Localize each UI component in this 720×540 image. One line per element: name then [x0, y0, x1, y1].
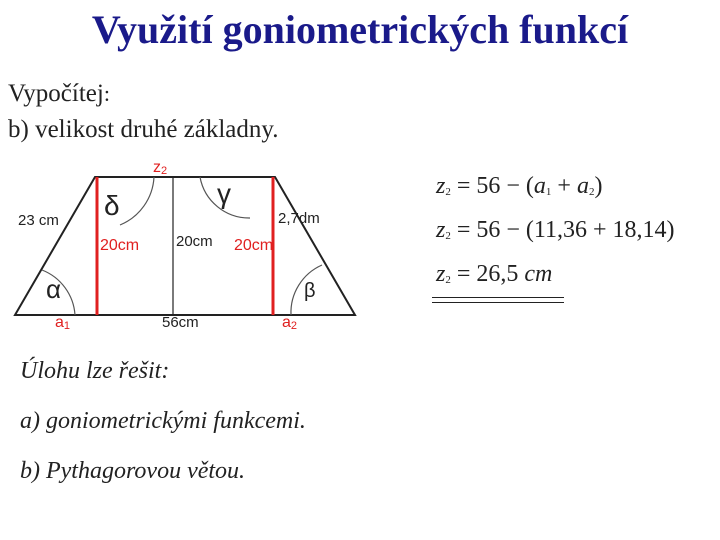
formula-line-3: $z_2 = 26,5$ cm	[436, 261, 553, 287]
label-beta: β	[304, 280, 316, 302]
page-title: Využití goniometrických funkcí	[91, 7, 629, 52]
label-20cm-right: 20cm	[234, 237, 274, 254]
solution-line-2: a) goniometrickými funkcemi.	[20, 408, 306, 434]
task-text	[8, 76, 279, 148]
formula-block	[436, 166, 675, 298]
label-23cm: 23 cm	[18, 212, 59, 229]
label-20cm-mid: 20cm	[176, 233, 213, 250]
formula-line-2: $z_2 = 56 - (11,36 + 18,14)$	[436, 217, 675, 243]
trapezoid-diagram	[10, 155, 370, 340]
solution-line-3: b) Pythagorovou větou.	[20, 458, 246, 484]
result-underline-top	[432, 297, 564, 298]
label-56cm: 56cm	[162, 314, 199, 331]
task-line-1: Vypočítej:	[8, 80, 110, 107]
delta-arc	[120, 177, 154, 225]
label-delta: δ	[104, 190, 120, 221]
solution-methods	[20, 346, 306, 496]
label-a1: a1	[55, 314, 71, 332]
task-line-2: b) velikost druhé základny.	[8, 116, 279, 143]
label-27dm: 2,7dm	[278, 210, 320, 227]
formula-line-1: $z_2 = 56 - (a_1 + a_2)$	[436, 173, 603, 199]
label-z2: z2	[153, 159, 168, 177]
label-a2: a2	[282, 314, 298, 332]
label-20cm-left: 20cm	[100, 237, 140, 254]
label-gamma: γ	[217, 178, 231, 209]
result-underline-bottom	[432, 302, 564, 303]
solution-line-1: Úlohu lze řešit:	[20, 358, 170, 384]
label-alpha: α	[46, 274, 62, 304]
